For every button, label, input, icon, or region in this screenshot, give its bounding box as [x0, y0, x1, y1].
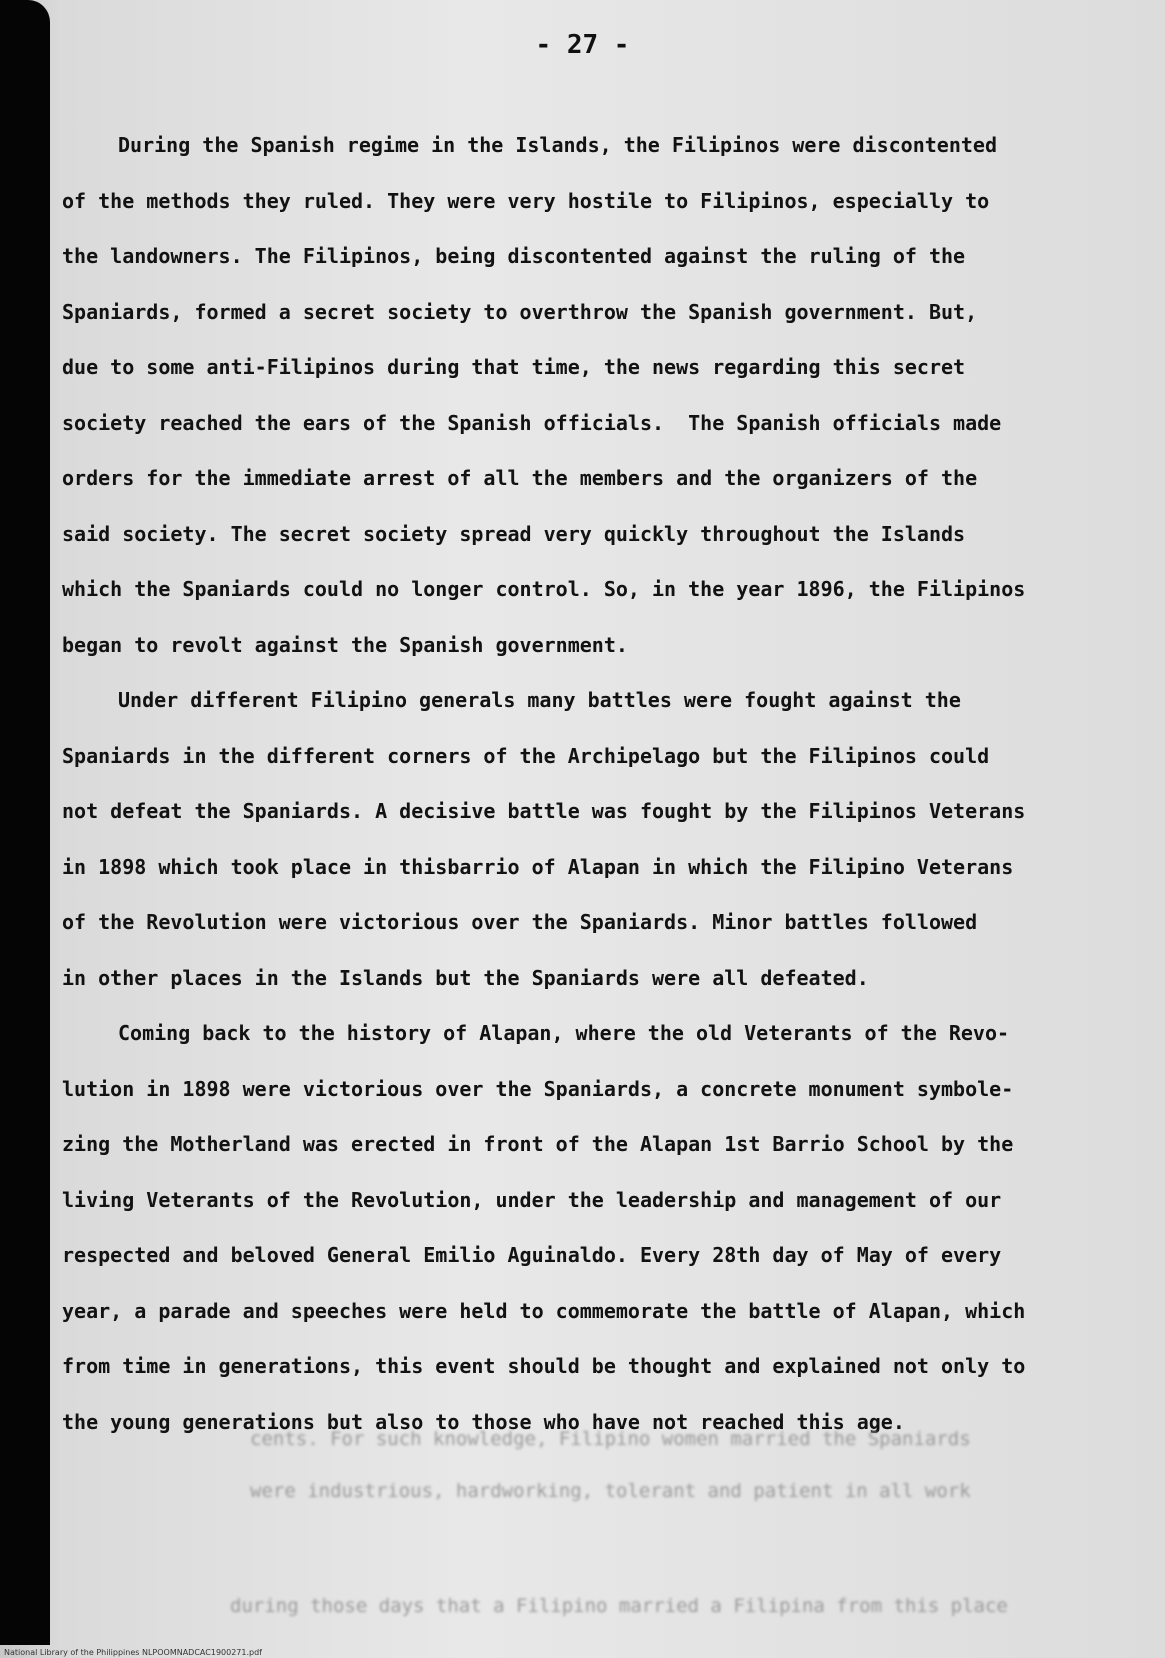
text-line: Under different Filipino generals many battles were fought against the — [118, 688, 961, 712]
text-line: During the Spanish regime in the Islands, the Filipinos were discontented — [118, 133, 997, 157]
text-line: of the methods they ruled. They were very hostile to Filipinos, especially to — [62, 188, 990, 213]
footer-source: National Library of the Philippines NLPOOMNADCAC1900271.pdf — [4, 1648, 262, 1657]
text-line: lution in 1898 were victorious over the Spaniards, a concrete monument symbole- — [62, 1076, 1014, 1101]
text-line: the young generations but also to those who have not reached this age. — [62, 1409, 905, 1434]
bleed-through-text: cents. For such knowledge, Filipino women married the Spaniards — [250, 1428, 971, 1450]
text-line: in 1898 which took place in thisbarrio of Alapan in which the Filipino Veterans — [62, 854, 1014, 879]
text-line: said society. The secret society spread very quickly throughout the Islands — [62, 521, 966, 546]
text-line: orders for the immediate arrest of all the members and the organizers of the — [62, 466, 978, 490]
text-line: the landowners. The Filipinos, being discontented against the ruling of the — [62, 244, 966, 268]
page-number: - 27 - — [535, 30, 630, 60]
text-line: not defeat the Spaniards. A decisive battle was fought by the Filipinos Veterans — [62, 799, 1026, 823]
text-line: of the Revolution were victorious over the Spaniards. Minor battles followed — [62, 910, 978, 934]
text-line: Coming back to the history of Alapan, where the old Veterants of the Revo- — [118, 1021, 1010, 1045]
text-line: year, a parade and speeches were held to commemorate the battle of Alapan, which — [62, 1298, 1026, 1323]
text-line: Spaniards in the different corners of the Archipelago but the Filipinos could — [62, 743, 990, 768]
body-text — [62, 118, 1143, 1450]
text-line: due to some anti-Filipinos during that time, the news regarding this secret — [62, 355, 966, 379]
text-line: Spaniards, formed a secret society to overthrow the Spanish government. But, — [62, 299, 978, 324]
text-line: society reached the ears of the Spanish officials. The Spanish officials made — [62, 410, 1002, 435]
bleed-through-text: during those days that a Filipino married a Filipina from this place — [230, 1595, 1008, 1617]
text-line: zing the Motherland was erected in front of the Alapan 1st Barrio School by the — [62, 1132, 1014, 1156]
text-line: began to revolt against the Spanish government. — [62, 632, 628, 657]
bleed-through-text: were industrious, hardworking, tolerant and patient in all work — [250, 1480, 971, 1502]
text-line: from time in generations, this event should be thought and explained not only to — [62, 1354, 1026, 1378]
text-line: living Veterants of the Revolution, under the leadership and management of our — [62, 1187, 1002, 1212]
text-line: which the Spaniards could no longer control. So, in the year 1896, the Filipinos — [62, 577, 1026, 601]
binding-edge — [0, 0, 50, 1645]
text-line: respected and beloved General Emilio Aguinaldo. Every 28th day of May of every — [62, 1243, 1002, 1267]
text-line: in other places in the Islands but the Spaniards were all defeated. — [62, 965, 869, 990]
